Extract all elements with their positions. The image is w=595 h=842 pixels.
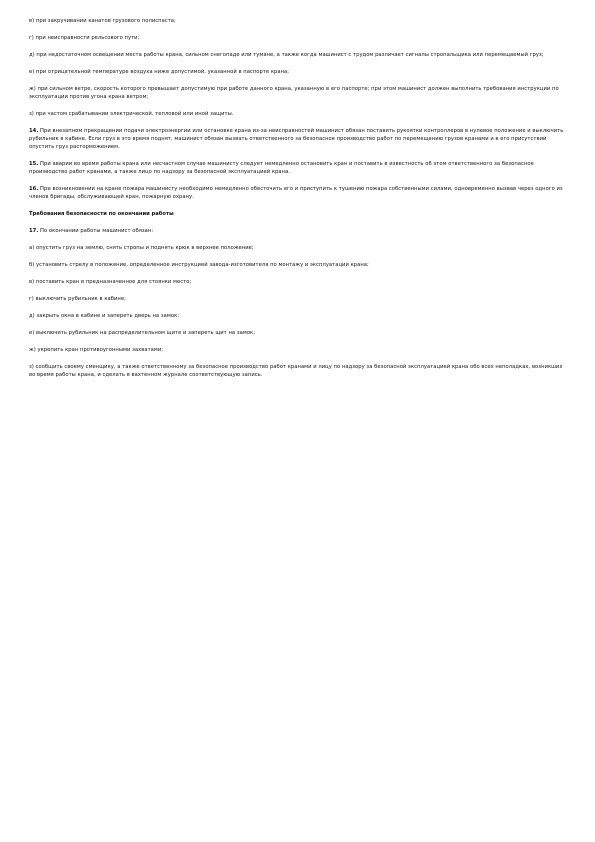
paragraph-g2 xyxy=(29,295,567,303)
paragraph-text: При аварии во время работы крана или несчастном случае машинисту следует немедленно остановить кран и поставить в известность об этом ответственного за безопасное производство работ кранами, а также лицо по надзору за безопасной эксплуатацией крана. xyxy=(29,161,534,175)
paragraph-text: а) опустить груз на землю, снять стропы и поднять крюк в верхнее положение; xyxy=(29,245,254,251)
paragraph-zh2 xyxy=(29,346,567,354)
paragraph-d2 xyxy=(29,312,567,320)
paragraph-g xyxy=(29,34,567,42)
paragraph-text: е) выключить рубильник на распределительном щите и запереть щит на замок; xyxy=(29,330,256,336)
paragraph-text: г) при неисправности рельсового пути; xyxy=(29,35,140,41)
paragraph-e2 xyxy=(29,329,567,337)
paragraph-text: з) при частом срабатывании электрической, тепловой или иной защиты. xyxy=(29,111,234,117)
paragraph-zh xyxy=(29,85,567,101)
paragraph-16 xyxy=(29,185,567,201)
document-page xyxy=(29,17,567,388)
paragraph-number: 14. xyxy=(29,128,39,134)
paragraph-text: д) закрыть окна в кабине и запереть дверь на замок; xyxy=(29,313,180,319)
paragraph-v2 xyxy=(29,278,567,286)
paragraph-text: в) при закручивании канатов грузового полиспаста; xyxy=(29,18,176,24)
paragraph-number: 17. xyxy=(29,228,39,234)
paragraph-text: ж) при сильном ветре, скорость которого превышает допустимую при работе данного крана, указанную в его паспорте; при этом машинист должен выполнить требования инструкции по эксплуатации против угона крана ветром; xyxy=(29,86,559,100)
paragraph-text: б) установить стрелу в положение, определенное инструкцией завода-изготовителя по монтажу и эксплуатации крана; xyxy=(29,262,369,268)
paragraph-text: ж) укрепить кран противоугонными захватами; xyxy=(29,347,164,353)
paragraph-text: з) сообщить своему сменщику, а также ответственному за безопасное производство работ кранами и лицу по надзору за безопасной эксплуатацией крана обо всех неполадках, возникших во время работы крана, и сделать в вахтенном журнале соответствующую запись. xyxy=(29,364,563,378)
paragraph-v xyxy=(29,17,567,25)
paragraph-text: При возникновении на кране пожара машинисту необходимо немедленно обесточить его и приступить к тушению пожара собственными силами, одновременно вызвав через одного из членов бригады, обслуживающей кран, пожарную охрану. xyxy=(29,186,563,200)
paragraph-15 xyxy=(29,160,567,176)
paragraph-14 xyxy=(29,127,567,151)
paragraph-text: При внезапном прекращении подачи электроэнергии или остановке крана из-за неисправностей машинист обязан поставить рукоятки контроллеров в нулевое положение и выключить рубильник в кабине. Если груз в это время поднят, машинист обязан вызвать ответственного за безопасное производство работ по перемещению грузов кранами и в его присутствии опустить груз расторможением. xyxy=(29,128,564,150)
paragraph-17 xyxy=(29,227,567,235)
paragraph-z xyxy=(29,110,567,118)
paragraph-number: 16. xyxy=(29,186,39,192)
paragraph-a xyxy=(29,244,567,252)
paragraph-e xyxy=(29,68,567,76)
section-heading: Требования безопасности по окончании работы xyxy=(29,211,174,217)
paragraph-z2 xyxy=(29,363,567,379)
paragraph-number: 15. xyxy=(29,161,39,167)
paragraph-text: г) выключить рубильник в кабине; xyxy=(29,296,126,302)
paragraph-text: По окончании работы машинист обязан: xyxy=(40,228,154,234)
paragraph-text: е) при отрицательной температуре воздуха ниже допустимой, указанной в паспорте крана; xyxy=(29,69,290,75)
paragraph-d xyxy=(29,51,567,59)
paragraph-text: д) при недостаточном освещении места работы крана, сильном снегопаде или тумане, а также когда машинист с трудом различает сигналы стропальщика или перемещаемый груз; xyxy=(29,52,544,58)
paragraph-b xyxy=(29,261,567,269)
paragraph-text: в) поставить кран в предназначенное для стоянки место; xyxy=(29,279,192,285)
